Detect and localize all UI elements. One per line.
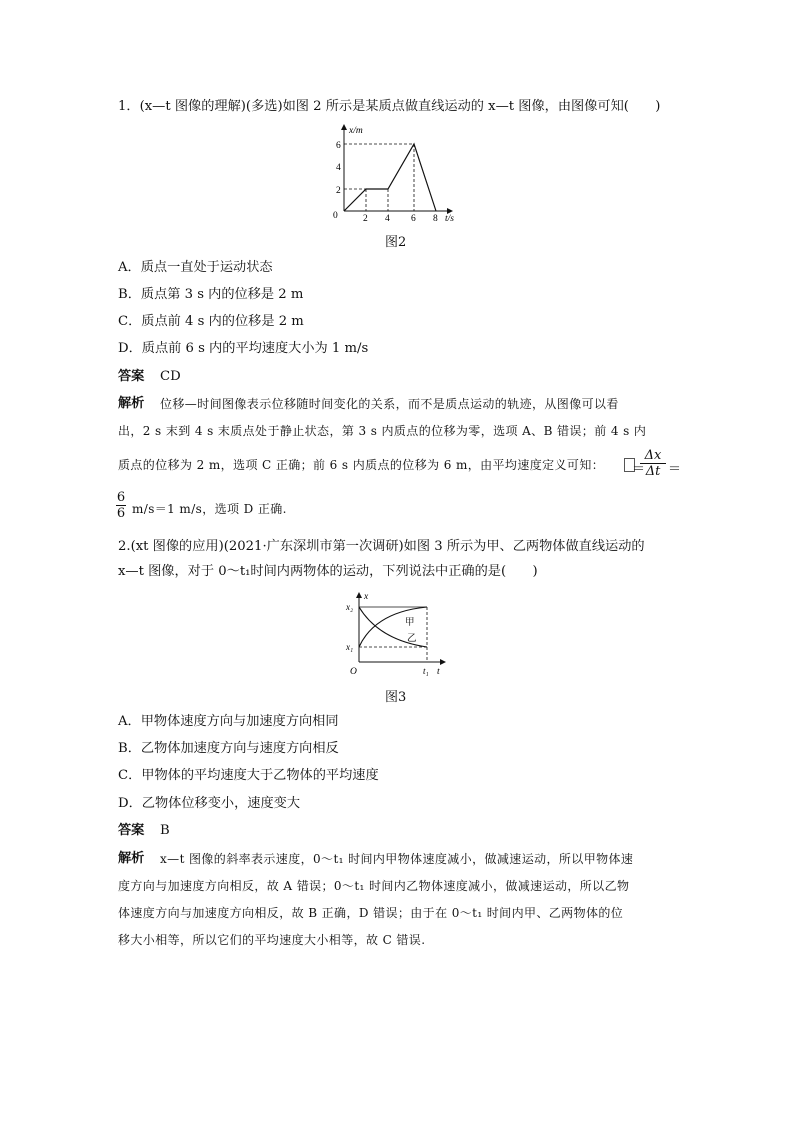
q1-option-d: D．质点前 6 s 内的平均速度大小为 1 m/s [118,341,369,356]
q1-analysis-line-2: 出，2 s 末到 4 s 末质点处于静止状态，第 3 s 内质点的位移为零，选项 A、B 错误；前 4 s 内 [118,424,647,438]
q2-option-d: D．乙物体位移变小，速度变大 [118,796,301,811]
q2-y-axis-label: x [364,592,369,602]
q1-x-tick-6: 6 [411,214,416,222]
q2-curve-jia [359,607,427,647]
q2-label-yi: 乙 [407,634,417,644]
q1-formula: ＝ Δx Δt ＝ [632,448,682,479]
q1-analysis-line-1: 位移—时间图像表示位移随时间变化的关系，而不是质点运动的轨迹，从图像可以看 [160,397,619,411]
q1-x-axis-label: t/s [445,214,454,222]
q1-figure-caption: 图2 [385,235,407,250]
q1-frac2-num: 6 [116,490,126,505]
q2-x1-label: x₁ [346,642,354,652]
q2-origin-label: O [350,667,357,677]
q1-analysis-label: 解析 [118,396,145,411]
q2-analysis-line-2: 度方向与加速度方向相反，故 A 错误；0～t₁ 时间内乙物体速度减小，做减速运动，所以乙物 [118,879,630,893]
q1-option-a: A．质点一直处于运动状态 [118,260,273,275]
q1-formula-den: Δt [645,464,661,479]
q1-formula-num: Δx [640,448,666,464]
q1-analysis-line-3: 质点的位移为 2 m，选项 C 正确；前 6 s 内质点的位移为 6 m，由平均速度定义可知： [118,458,605,472]
q2-t1-label: t₁ [423,666,429,676]
q2-option-a: A．甲物体速度方向与加速度方向相同 [118,714,339,729]
q1-y-axis-label: x/m [349,126,363,136]
q2-t-axis-label: t [437,667,440,677]
q1-graph-line [344,144,436,211]
q2-analysis-label: 解析 [118,851,145,866]
q2-option-b: B．乙物体加速度方向与速度方向相反 [118,741,339,756]
q1-y-tick-2: 2 [336,186,341,196]
q2-analysis-line-4: 移大小相等，所以它们的平均速度大小相等，故 C 错误. [118,933,426,947]
q1-y-tick-4: 4 [336,163,341,173]
q1-fraction-6-6 [116,490,126,521]
q2-label-jia: 甲 [405,618,415,628]
q2-option-c: C．甲物体的平均速度大于乙物体的平均速度 [118,768,379,783]
q2-x2-label: x₂ [346,602,354,612]
q1-option-c: C．质点前 4 s 内的位移是 2 m [118,314,304,329]
q1-analysis-tail: m/s＝1 m/s，选项 D 正确. [132,502,287,516]
q1-option-b: B．质点第 3 s 内的位移是 2 m [118,287,304,302]
q1-x-tick-4: 4 [385,214,390,222]
q1-frac2-den: 6 [116,506,126,521]
q2-answer-label: 答案 [118,823,145,838]
q1-answer-label: 答案 [118,369,145,384]
q1-origin-label: 0 [333,211,338,221]
q1-x-tick-8: 8 [433,214,438,222]
q1-stem: 1．(x—t 图像的理解)(多选)如图 2 所示是某质点做直线运动的 x—t 图像，由图像可知( ) [118,99,661,114]
q1-figure-xt-graph [330,122,460,222]
q1-y-tick-6: 6 [336,141,341,151]
q2-curve-yi [359,607,427,647]
q2-figure-caption: 图3 [385,690,407,705]
q2-analysis-line-1: x—t 图像的斜率表示速度，0～t₁ 时间内甲物体速度减小，做减速运动，所以甲物体速 [160,852,634,866]
q2-stem-line-1: 2.(xt 图像的应用)(2021·广东深圳市第一次调研)如图 3 所示为甲、乙两物体做直线运动的 [118,539,645,554]
q1-answer: CD [160,369,181,384]
q1-x-tick-2: 2 [363,214,368,222]
q2-answer: B [160,823,170,838]
q2-stem-line-2: x—t 图像，对于 0～t₁时间内两物体的运动，下列说法中正确的是( ) [118,564,538,579]
q2-analysis-line-3: 体速度方向与加速度方向相反，故 B 正确，D 错误；由于在 0～t₁ 时间内甲、乙两物体的位 [118,906,624,920]
q2-figure-xt-graph [345,590,455,680]
